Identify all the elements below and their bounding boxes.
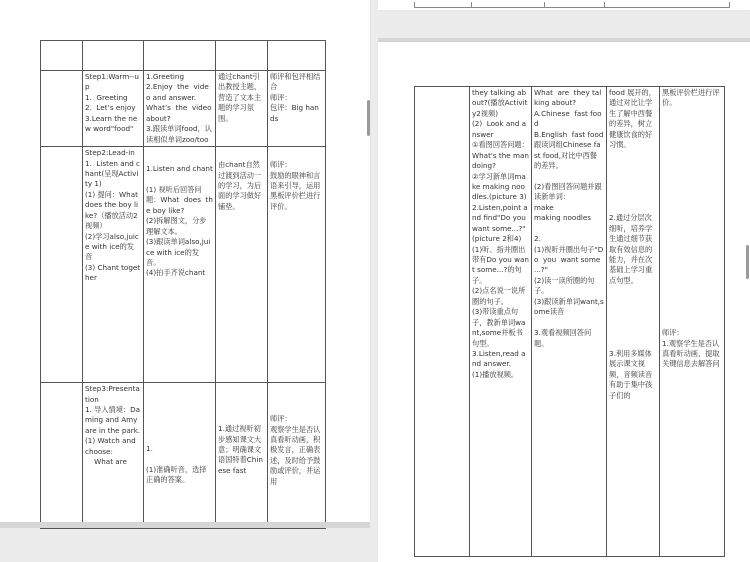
table-cell: 1.Greeting 2.Enjoy the video and answer. What’s the video about? 3.跟读单词food，认读相似单词zoo/too bbox=[144, 71, 216, 147]
table-cell: 1.通过视听初步感知课文大意；明确课文语国特着Chinese fast bbox=[216, 383, 268, 529]
table-edge bbox=[471, 2, 472, 8]
table-cell bbox=[268, 41, 326, 71]
table-cell: 师评： 鼓励的眼神和言语来引导，运用黑板评价栏进行评价。 bbox=[268, 147, 326, 383]
table-row bbox=[41, 383, 326, 529]
table-cell: 1. (1)准确听音，选择正确的答案。 bbox=[144, 383, 216, 529]
table-row bbox=[41, 71, 326, 147]
table-cell bbox=[41, 147, 83, 383]
table-cell: Step3:Presentation 1. 导入情境：Daming and Amy are in the park. (1) Watch and choose: What are bbox=[83, 383, 144, 529]
table-edge bbox=[414, 2, 730, 8]
table-edge bbox=[604, 2, 605, 8]
table-cell: Step2:Lead-in 1. Listen and chant(呈现Activity 1) (1) 提问：What does the boy like?（播放活动2视频） (2)学习also,juice with ice的发音 (3) Chant together bbox=[83, 147, 144, 383]
table-cell: food 展开的，通过对比让学生了解中西餐的差异，树立健康饮食的好习惯。 2.通过分层次细听，培养学生通过细节获取有效信息的能力，并在次基础上学习重点句型。 3.利用多媒体展示课文视频，音频读音有助于集中孩子们的 bbox=[607, 87, 660, 557]
table-cell: 1.Listen and chant (1) 视听后回答问题：What does the boy like? (2)拆解图文，分步理解文本。 (3)跟读单词also,juice with ice的发音。 (4)拍手齐说chant bbox=[144, 147, 216, 383]
table-cell: 黑板评价栏进行评价。 师评： 1.观察学生是否认真看听动画，提取关键信息去解答问 bbox=[660, 87, 725, 557]
page-right-top-sliver bbox=[378, 0, 750, 10]
lesson-plan-table-right bbox=[414, 86, 725, 557]
page-left bbox=[0, 0, 370, 522]
table-cell: 由chant自然过渡到活动一的学习，为后面的学习做好铺垫。 bbox=[216, 147, 268, 383]
table-cell bbox=[144, 41, 216, 71]
table-cell bbox=[41, 71, 83, 147]
lesson-plan-table-left bbox=[40, 40, 326, 529]
table-cell: Step1:Warm--up 1. Greeting 2. Let’s enjoy 3.Learn the new word"food" bbox=[83, 71, 144, 147]
table-cell bbox=[216, 41, 268, 71]
table-row bbox=[41, 147, 326, 383]
scrollbar-thumb[interactable] bbox=[746, 245, 749, 279]
table-cell bbox=[41, 41, 83, 71]
table-row bbox=[41, 41, 326, 71]
table-cell: they talking about?(播放Activity2视频) (2) Look and answer ①看图回答问题：What's the man doing? ②学习新单词make making noodles.(picture 3) 2.Listen,point and find"Do you want some...?"(picture 2和4) (1)听、指并圈出带有Do you want some...?的句子。 (2)点名说一说所圈的句子。 (3)带读重点句子，教新单词want,some并板书句型。 3.Listen,read and answer. (1)播放视频。 bbox=[470, 87, 532, 557]
table-cell: What are they talking about? A.Chinese fast food B.English fast food 跟读词组Chinese fast food,对比中西餐的差异。 (2)看图回答问题并跟读新单词： make making noodles 2. (1)视听并圈出句子"Do you want some ...?" (2)读一读所圈的句子。 (3)跟读新单词want,some读音 3.观看视频回答问题。 bbox=[532, 87, 607, 557]
scrollbar-thumb[interactable] bbox=[367, 100, 370, 136]
table-cell bbox=[41, 383, 83, 529]
table-cell: 师评和包评相结合 师评： 包评：Big hands bbox=[268, 71, 326, 147]
table-cell bbox=[83, 41, 144, 71]
table-row bbox=[415, 87, 725, 557]
table-cell: 通过chant引出教授主题，营造了文本主题的学习氛围。 bbox=[216, 71, 268, 147]
page-separator bbox=[0, 522, 370, 528]
table-cell bbox=[415, 87, 470, 557]
table-cell: 师评： 观察学生是否认真看听动画，积极发言，正确表述，及时给予鼓励或评价，并运用 bbox=[268, 383, 326, 529]
table-edge bbox=[544, 2, 545, 8]
